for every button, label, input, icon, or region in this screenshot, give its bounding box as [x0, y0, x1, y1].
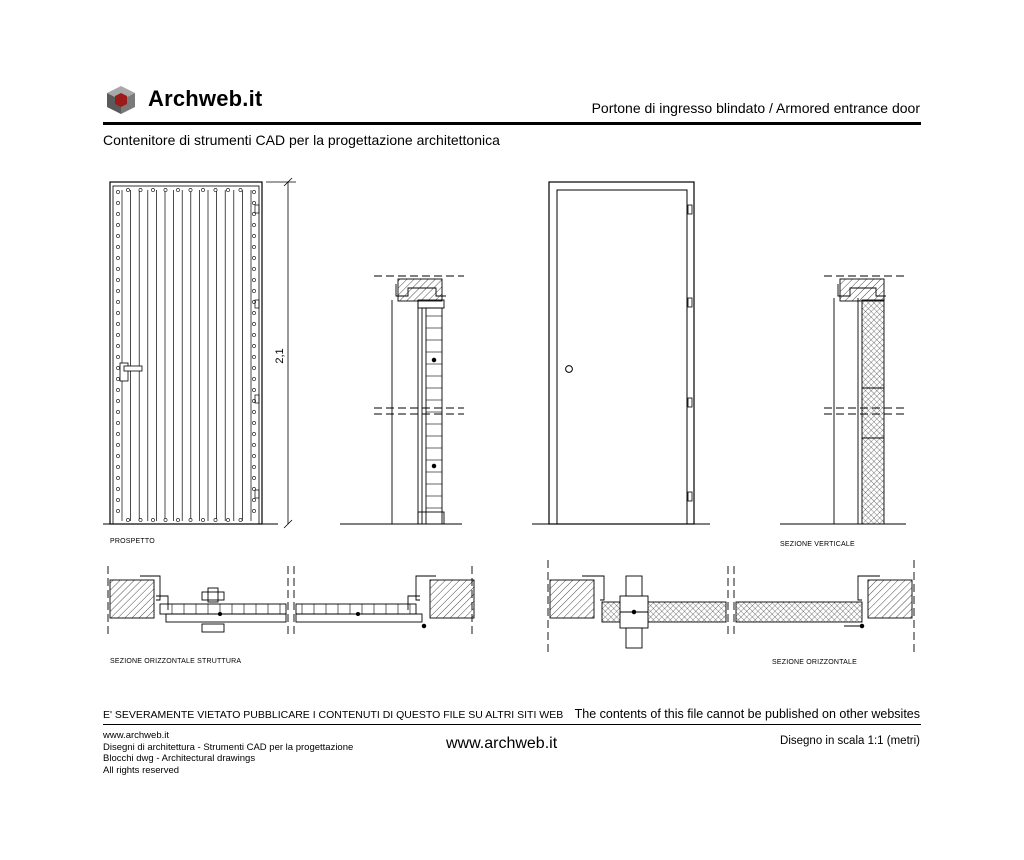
- door-front-elevation: [103, 182, 278, 524]
- vertical-section: [780, 276, 906, 524]
- vertical-section-structure: [340, 276, 464, 524]
- footer-line: Disegni di architettura - Strumenti CAD per la progettazione: [103, 741, 354, 753]
- label-sezione-verticale: SEZIONE VERTICALE: [780, 541, 855, 548]
- label-prospetto: PROSPETTO: [110, 538, 155, 545]
- footer-info: [103, 730, 353, 776]
- drawing-scale: Disegno in scala 1:1 (metri): [780, 735, 920, 747]
- footer-line[interactable]: www.archweb.it: [103, 730, 169, 741]
- label-sezione-orizzontale-struttura: SEZIONE ORIZZONTALE STRUTTURA: [110, 658, 242, 665]
- dimension-text: 2,1: [274, 348, 286, 364]
- warning-english: The contents of this file cannot be published on other websites: [574, 707, 920, 721]
- footer-line: Blocchi dwg - Architectural drawings: [103, 753, 256, 764]
- sheet-subtitle: Contenitore di strumenti CAD per la progettazione architettonica: [103, 132, 500, 148]
- brand-name: Archweb.it: [148, 86, 263, 111]
- label-sezione-orizzontale: SEZIONE ORIZZONTALE: [772, 659, 857, 666]
- sheet-title: Portone di ingresso blindato / Armored entrance door: [591, 100, 920, 116]
- horizontal-section-structure: [108, 566, 474, 636]
- door-plain-elevation: [532, 182, 710, 524]
- footer-url-link[interactable]: www.archweb.it: [446, 735, 558, 752]
- footer-rule: [103, 724, 921, 725]
- footer-line: All rights reserved: [103, 764, 180, 776]
- warning-italian: E' SEVERAMENTE VIETATO PUBBLICARE I CONTENUTI DI QUESTO FILE SU ALTRI SITI WEB: [103, 709, 564, 721]
- horizontal-section: [548, 560, 914, 652]
